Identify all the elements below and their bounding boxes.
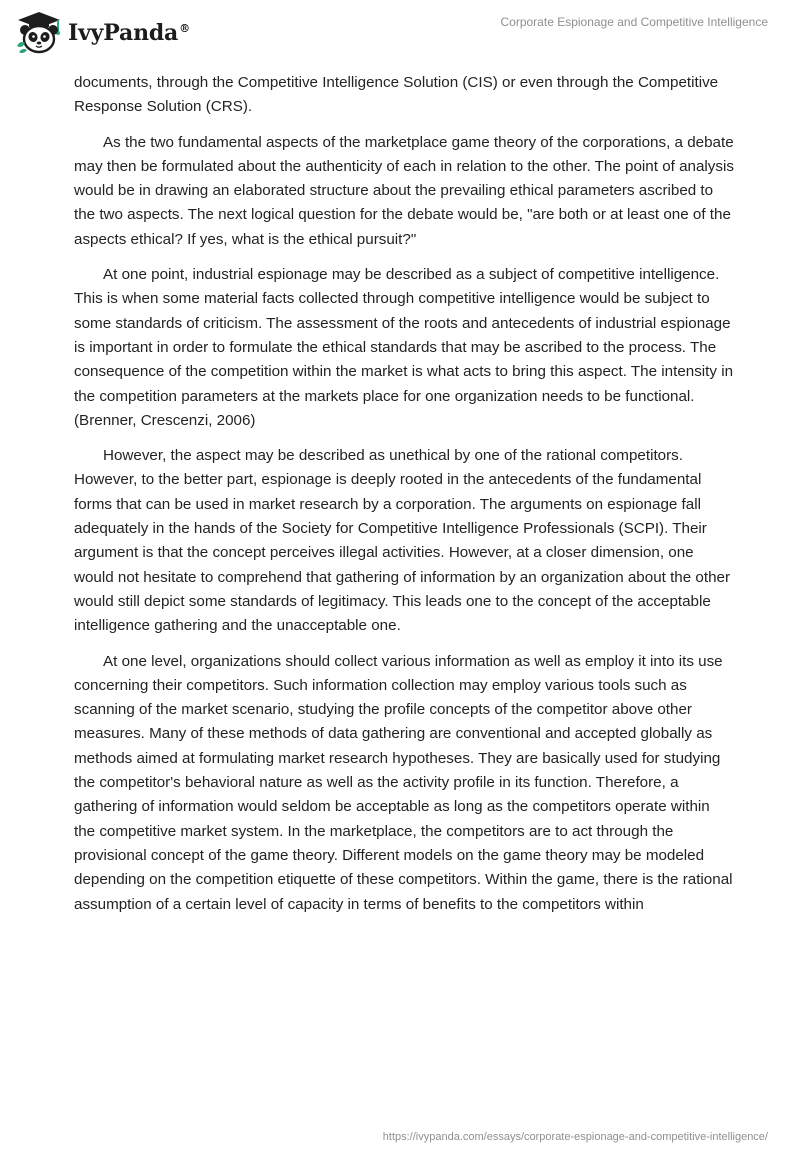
paragraph: At one point, industrial espionage may be described as a subject of competitive intelligence. This is when some material facts collected through competitive intelligence would be subject to some standards of criticism. The assessment of the roots and antecedents of industrial espionage is important in order to formulate the ethical standards that may be ascribed to the process. The consequence of the competition within the market is what acts to bring this aspect. The intensity in the competition parameters at the markets place for one organization needs to be functional. (Brenner, Crescenzi, 2006) [74,266,734,429]
panda-graduate-icon [14,10,64,56]
source-url[interactable]: https://ivypanda.com/essays/corporate-espionage-and-competitive-intelligence/ [382,1131,768,1143]
paragraph-continuation: documents, through the Competitive Intelligence Solution (CIS) or even through the Competitive Response Solution (CRS). [74,74,719,116]
essay-body [74,71,734,928]
paragraph: However, the aspect may be described as unethical by one of the rational competitors. However, to the better part, espionage is deeply rooted in the antecedents of the fundamental forms that can be used in market research by a corporation. The arguments on espionage fall adequately in the hands of the Society for Competitive Intelligence Professionals (SCPI). Their argument is that the concept perceives illegal activities. However, at a closer dimension, one would not hesitate to comprehend that gathering of information by an organization about the other would still depict some standards of legitimacy. This leads one to the concept of the acceptable intelligence gathering and the unacceptable one. [74,447,731,635]
paragraph: At one level, organizations should collect various information as well as employ it into its use concerning their competitors. Such information collection may employ various tools such as scanning of the market scenario, studying the profile concepts of the competitor above other measures. Many of these methods of data gathering are conventional and accepted globally as methods aimed at formulating market research hypotheses. They are basically used for studying the competitor's behavioral nature as well as the activity profile in its function. Therefore, a gathering of information would seldom be acceptable as long as the competitors operate within the competitive market system. In the marketplace, the competitors are to act through the provisional concept of the game theory. Different models on the game theory may be modeled depending on the competition etiquette of these competitors. Within the game, there is the rational assumption of a certain level of capacity in terms of benefits to the competitors within [74,652,733,913]
page-header [0,0,800,64]
brand-name: IvyPanda® [68,20,190,46]
registered-mark: ® [179,21,190,35]
document-title: Corporate Espionage and Competitive Intelligence [500,15,768,29]
paragraph: As the two fundamental aspects of the marketplace game theory of the corporations, a debate may then be formulated about the authenticity of each in relation to the other. The point of analysis would be in drawing an elaborated structure about the prevailing ethical parameters ascribed to the two aspects. The next logical question for the debate would be, "are both or at least one of the aspects ethical? If yes, what is the ethical pursuit?" [74,133,734,248]
brand-logo[interactable] [14,10,190,56]
